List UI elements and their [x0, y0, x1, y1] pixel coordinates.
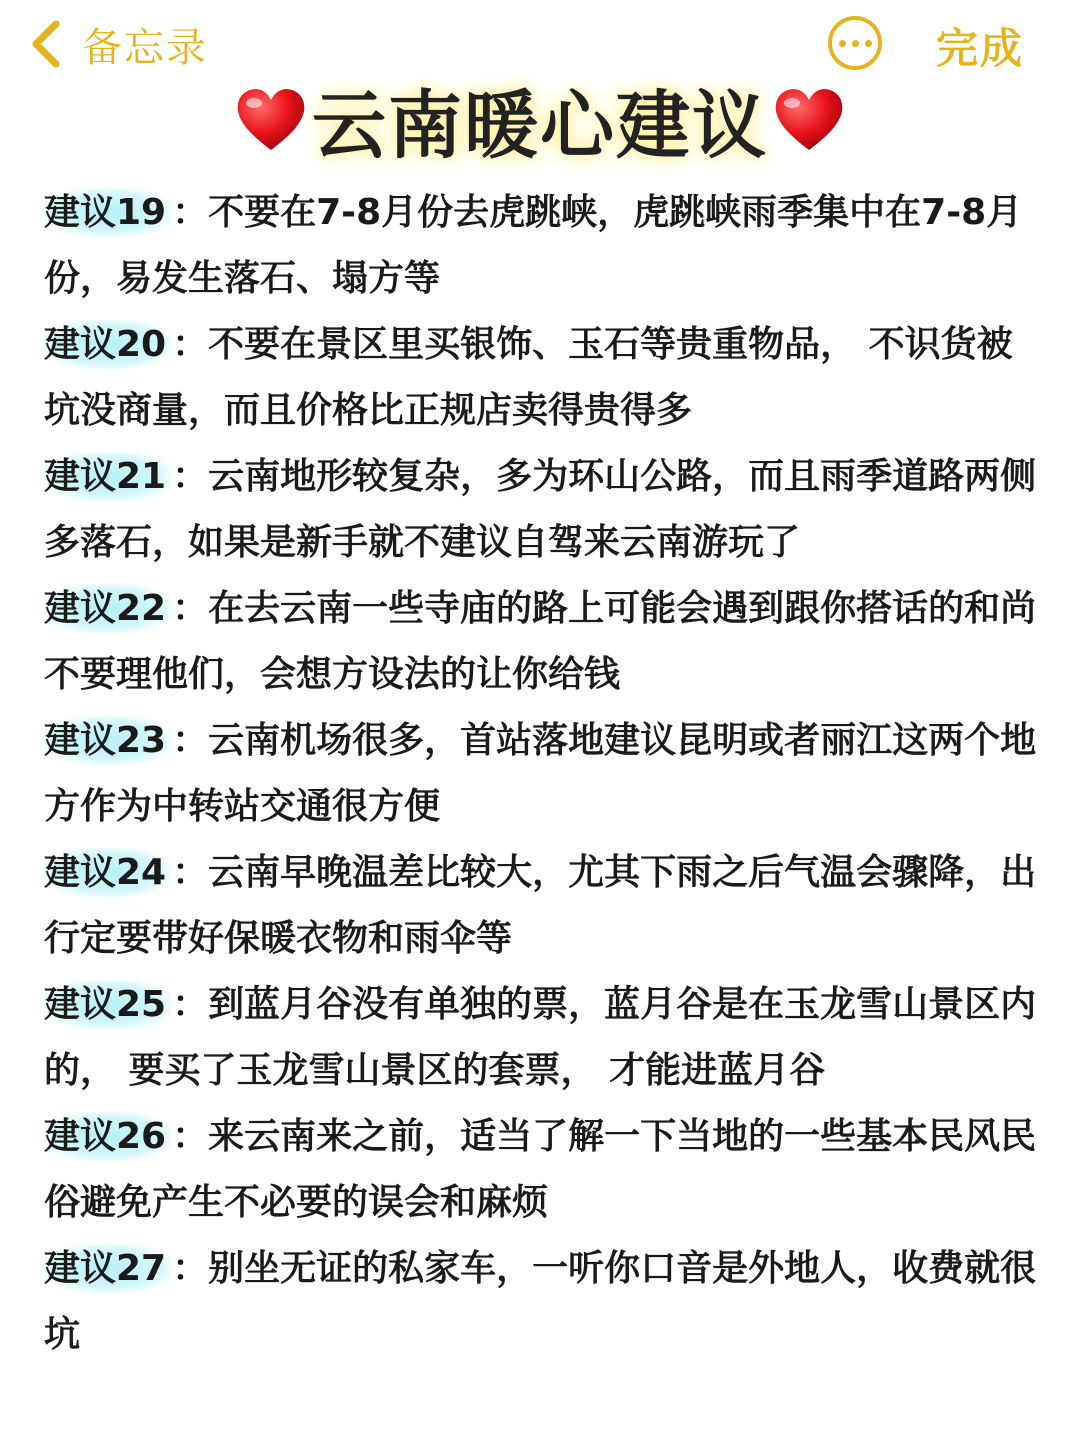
- list-item: [44, 180, 1044, 312]
- label-separator: ：: [172, 192, 209, 233]
- suggestion-text: 别坐无证的私家车，一听你口音是外地人，收费就很坑: [44, 1248, 1037, 1355]
- label-separator: ：: [172, 456, 209, 497]
- suggestion-label: 建议25: [44, 980, 172, 1029]
- list-item: [44, 840, 1044, 972]
- suggestion-text: 来云南来之前，适当了解一下当地的一些基本民风民俗避免产生不必要的误会和麻烦: [44, 1116, 1037, 1223]
- back-label: 备忘录: [82, 24, 208, 71]
- suggestion-text: 不要在7-8月份去虎跳峡，虎跳峡雨季集中在7-8月份，易发生落石、塌方等: [44, 192, 1023, 299]
- list-item: [44, 972, 1044, 1104]
- suggestion-text: 在去云南一些寺庙的路上可能会遇到跟你搭话的和尚不要理他们，会想方设法的让你给钱: [44, 588, 1037, 695]
- label-separator: ：: [172, 984, 209, 1025]
- label-separator: ：: [172, 1116, 209, 1157]
- list-item: [44, 708, 1044, 840]
- note-title-row: [0, 70, 1080, 170]
- suggestion-text: 云南机场很多，首站落地建议昆明或者丽江这两个地方作为中转站交通很方便: [44, 720, 1037, 827]
- more-icon[interactable]: [828, 16, 882, 70]
- note-title: 云南暖心建议: [312, 83, 768, 169]
- suggestion-text: 云南早晚温差比较大，尤其下雨之后气温会骤降，出行定要带好保暖衣物和雨伞等: [44, 852, 1037, 959]
- label-separator: ：: [172, 1248, 209, 1289]
- suggestion-label: 建议26: [44, 1112, 172, 1161]
- heart-icon: [234, 86, 308, 154]
- heart-icon: [772, 86, 846, 154]
- suggestion-label: 建议27: [44, 1244, 172, 1293]
- list-item: [44, 1104, 1044, 1236]
- chevron-left-icon: [28, 20, 64, 68]
- suggestion-text: 到蓝月谷没有单独的票，蓝月谷是在玉龙雪山景区内的， 要买了玉龙雪山景区的套票， 才能进蓝月谷: [44, 984, 1037, 1091]
- suggestion-text: 云南地形较复杂，多为环山公路，而且雨季道路两侧多落石，如果是新手就不建议自驾来云南游玩了: [44, 456, 1037, 563]
- done-button[interactable]: 完成: [936, 24, 1025, 73]
- label-separator: ：: [172, 852, 209, 893]
- suggestion-text: 不要在景区里买银饰、玉石等贵重物品， 不识货被坑没商量，而且价格比正规店卖得贵得多: [44, 324, 1013, 431]
- suggestion-label: 建议21: [44, 452, 172, 501]
- list-item: [44, 312, 1044, 444]
- suggestion-label: 建议22: [44, 584, 172, 633]
- back-button[interactable]: [28, 14, 208, 74]
- suggestion-label: 建议19: [44, 188, 172, 237]
- label-separator: ：: [172, 720, 209, 761]
- label-separator: ：: [172, 588, 209, 629]
- list-item: [44, 444, 1044, 576]
- suggestion-label: 建议20: [44, 320, 172, 369]
- suggestion-label: 建议24: [44, 848, 172, 897]
- list-item: [44, 576, 1044, 708]
- suggestion-list: [44, 180, 1044, 1368]
- list-item: [44, 1236, 1044, 1368]
- suggestion-label: 建议23: [44, 716, 172, 765]
- label-separator: ：: [172, 324, 209, 365]
